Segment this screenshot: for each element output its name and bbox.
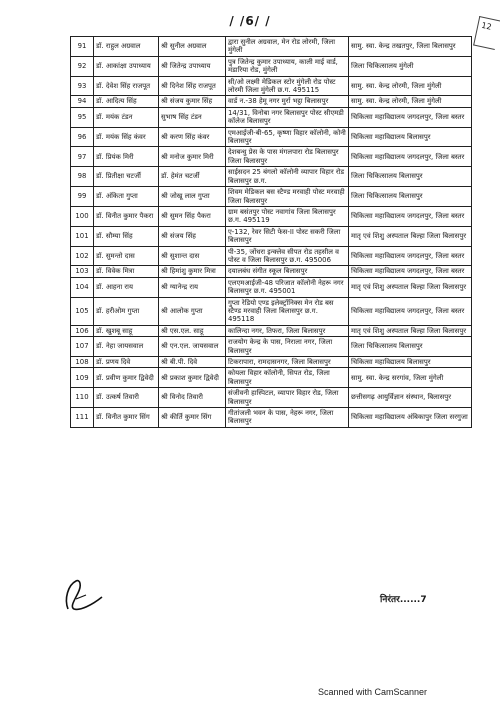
address-cell: वार्ड न.-38 हेमू नगर मुर्रा भट्ठा बिलासपुर: [226, 96, 349, 107]
posting-place-cell: सामु. स्वा. केन्द्र लोरमी, जिला मुंगेली: [349, 96, 472, 107]
table-row: [71, 277, 472, 297]
doctor-posting-table: [70, 36, 472, 428]
posting-place-cell: मातृ एवं शिशु अस्पताल बिल्हा जिला बिलासपुर: [349, 226, 472, 246]
posting-place-cell: चिकित्सा महाविद्यालय जगदलपुर, जिला बस्तर: [349, 266, 472, 277]
row-number-cell: 106: [71, 325, 94, 336]
posting-place-cell: जिला चिकित्सालय मुंगेली: [349, 56, 472, 76]
father-name-cell: श्री संजय कुमार सिंह: [159, 96, 226, 107]
father-name-cell: श्री सुमन सिंह पैकरा: [159, 206, 226, 226]
father-name-cell: श्री बी.पी. दिवे: [159, 357, 226, 368]
table-row: [71, 127, 472, 147]
row-number-cell: 107: [71, 337, 94, 357]
father-name-cell: श्री ग्यानेन्द्र राय: [159, 277, 226, 297]
doctor-name-cell: डॉ. हरीओम गुप्ता: [94, 297, 159, 325]
address-cell: साईसदन 25 बंगलो कॉलोनी व्यापार विहार रोड बिलासपुर छ.ग.: [226, 167, 349, 187]
table-row: [71, 266, 472, 277]
posting-place-cell: मातृ एवं शिशु अस्पताल बिल्हा जिला बिलासपुर: [349, 277, 472, 297]
father-name-cell: श्री कीर्ति कुमार सिंग: [159, 408, 226, 428]
posting-place-cell: जिला चिकित्सालय बिलासपुर: [349, 187, 472, 207]
father-name-cell: श्री जोखू लाल गुप्ता: [159, 187, 226, 207]
doctor-name-cell: डॉ. प्रियंक मिरी: [94, 147, 159, 167]
table-row: [71, 96, 472, 107]
address-cell: पुत्र जितेन्द्र कुमार उपाध्याय, काली माई वार्ड, मंडारिया रोड, मुंगेली: [226, 56, 349, 76]
address-cell: राजयोग केन्द्र के पास, निराला नगर, जिला बिलासपुर: [226, 337, 349, 357]
doctor-name-cell: डॉ. मयंक टंडन: [94, 107, 159, 127]
doctor-name-cell: डॉ. आकांक्षा उपाध्याय: [94, 56, 159, 76]
table-row: [71, 297, 472, 325]
row-number-cell: 110: [71, 388, 94, 408]
doctor-name-cell: डॉ. विनीत कुमार पैकरा: [94, 206, 159, 226]
doctor-name-cell: डॉ. विवेक मित्रा: [94, 266, 159, 277]
father-name-cell: श्री मनोज कुमार मिरी: [159, 147, 226, 167]
doctor-name-cell: डॉ. नेहा जायसवाल: [94, 337, 159, 357]
posting-place-cell: सामु. स्वा. केन्द्र सरगांव, जिला मुंगेली: [349, 368, 472, 388]
posting-place-cell: सामु. स्वा. केन्द्र लोरमी, जिला मुंगेली: [349, 76, 472, 96]
address-cell: द्वारा सुनील अग्रवाल, मेन रोड लोरमी, जिला मुंगेली: [226, 37, 349, 57]
father-name-cell: श्री संजय सिंह: [159, 226, 226, 246]
father-name-cell: श्री करण सिंह कंवर: [159, 127, 226, 147]
father-name-cell: श्री एस.एल. साहू: [159, 325, 226, 336]
father-name-cell: श्री सुनील अग्रवाल: [159, 37, 226, 57]
posting-place-cell: चिकित्सा महाविद्यालय अंबिकापुर जिला सरगुजा: [349, 408, 472, 428]
row-number-cell: 91: [71, 37, 94, 57]
posting-place-cell: चिकित्सा महाविद्यालय जगदलपुर, जिला बस्तर: [349, 246, 472, 266]
father-name-cell: श्री विनोद तिवारी: [159, 388, 226, 408]
row-number-cell: 99: [71, 187, 94, 207]
address-cell: सी/ओ लक्ष्मी मेडिकल स्टोर मुंगेली रोड पोस्ट लोरमी जिला मुंगेली छ.ग. 495115: [226, 76, 349, 96]
posting-place-cell: मातृ एवं शिशु अस्पताल बिल्हा जिला बिलासपुर: [349, 325, 472, 336]
address-cell: संजीवनी हास्पिटल, व्यापार विहार रोड, जिला बिलासपुर: [226, 388, 349, 408]
doctor-name-cell: डॉ. उत्कर्ष तिवारी: [94, 388, 159, 408]
address-cell: ए-132, रेवर सिटी फेस-II पोस्ट सकरी जिला बिलासपुर: [226, 226, 349, 246]
table-row: [71, 246, 472, 266]
table-row: [71, 368, 472, 388]
table-row: [71, 357, 472, 368]
row-number-cell: 100: [71, 206, 94, 226]
table-row: [71, 76, 472, 96]
father-name-cell: श्री सुशान्त दास: [159, 246, 226, 266]
doctor-name-cell: डॉ. मयंक सिंह कंवर: [94, 127, 159, 147]
address-cell: कालिन्दा नगर, तिफरा, जिला बिलासपुर: [226, 325, 349, 336]
address-cell: दयालबंध संगीत स्कूल बिलासपुर: [226, 266, 349, 277]
continued-note: निरंतर......7: [380, 595, 427, 605]
doctor-name-cell: डॉ. खुशबू साहू: [94, 325, 159, 336]
row-number-cell: 102: [71, 246, 94, 266]
table-row: [71, 147, 472, 167]
table-body: [71, 37, 472, 428]
doctor-name-cell: डॉ. प्रितीक्षा चटर्जी: [94, 167, 159, 187]
row-number-cell: 104: [71, 277, 94, 297]
address-cell: देशबन्धु प्रेस के पास मंगलपारा रोड बिलासपुर जिला बिलासपुर: [226, 147, 349, 167]
address-cell: ग्राम बसंतपुर पोस्ट नवागांव जिला बिलासपुर छ.ग. 495119: [226, 206, 349, 226]
corner-page-mark: 12: [473, 16, 500, 50]
row-number-cell: 103: [71, 266, 94, 277]
row-number-cell: 98: [71, 167, 94, 187]
father-name-cell: श्री हिमांशु कुमार मित्रा: [159, 266, 226, 277]
table-row: [71, 226, 472, 246]
row-number-cell: 92: [71, 56, 94, 76]
scanner-watermark: Scanned with CamScanner: [318, 687, 428, 697]
table-row: [71, 107, 472, 127]
posting-place-cell: चिकित्सा महाविद्यालय बिलासपुर: [349, 127, 472, 147]
row-number-cell: 111: [71, 408, 94, 428]
father-name-cell: श्री आलोक गुप्ता: [159, 297, 226, 325]
row-number-cell: 96: [71, 127, 94, 147]
address-cell: शिवम मेडिकल बस स्टैण्ड मरवाही पोस्ट मरवाही जिला बिलासपुर: [226, 187, 349, 207]
doctor-name-cell: डॉ. प्रणय दिवे: [94, 357, 159, 368]
table-row: [71, 187, 472, 207]
father-name-cell: डॉ. हेमंत चटर्जी: [159, 167, 226, 187]
address-cell: कोयला विहार कॉलोनी, सिपत रोड, जिला बिलासपुर: [226, 368, 349, 388]
address-cell: गीतांजली भवन के पास, नेहरू नगर, जिला बिलासपुर: [226, 408, 349, 428]
table-row: [71, 388, 472, 408]
posting-place-cell: चिकित्सा महाविद्यालय जगदलपुर, जिला बस्तर: [349, 206, 472, 226]
row-number-cell: 109: [71, 368, 94, 388]
address-cell: पी-35, जोंधरा इन्क्लेव सीपत रोड तहसील व पोस्ट व जिला बिलासपुर छ.ग. 495006: [226, 246, 349, 266]
table-row: [71, 325, 472, 336]
doctor-name-cell: डॉ. विनीत कुमार सिंग: [94, 408, 159, 428]
doctor-name-cell: डॉ. आदित्य सिंह: [94, 96, 159, 107]
address-cell: 14/31, विनोबा नगर बिलासपुर पोस्ट सीएमडी कॉलेज बिलासपुर: [226, 107, 349, 127]
row-number-cell: 95: [71, 107, 94, 127]
father-name-cell: सुभाष सिंह टंडन: [159, 107, 226, 127]
posting-place-cell: चिकित्सा महाविद्यालय जगदलपुर, जिला बस्तर: [349, 147, 472, 167]
doctor-name-cell: डॉ. सुमन्तो दास: [94, 246, 159, 266]
handwritten-signature: [62, 575, 108, 615]
address-cell: टिकरापारा, रामदासनगर, जिला बिलासपुर: [226, 357, 349, 368]
address-cell: एमआईजी-बी-65, कृष्णा विहार कॉलोनी, कोनी बिलासपुर: [226, 127, 349, 147]
posting-place-cell: सामु. स्वा. केन्द्र तखतपुर, जिला बिलासपुर: [349, 37, 472, 57]
doctor-name-cell: डॉ. सौम्या सिंह: [94, 226, 159, 246]
doctor-name-cell: डॉ. देवेश सिंह राजपूत: [94, 76, 159, 96]
doctor-name-cell: डॉ. राहुल अग्रवाल: [94, 37, 159, 57]
page-number-header: / /6/ /: [229, 14, 271, 28]
posting-place-cell: चिकित्सा महाविद्यालय जगदलपुर, जिला बस्तर: [349, 107, 472, 127]
row-number-cell: 93: [71, 76, 94, 96]
table-row: [71, 206, 472, 226]
row-number-cell: 94: [71, 96, 94, 107]
father-name-cell: श्री एन.एल. जायसवाल: [159, 337, 226, 357]
row-number-cell: 101: [71, 226, 94, 246]
father-name-cell: श्री दिनेश सिंह राजपूत: [159, 76, 226, 96]
posting-place-cell: चिकित्सा महाविद्यालय जगदलपुर, जिला बस्तर: [349, 297, 472, 325]
table-row: [71, 337, 472, 357]
father-name-cell: श्री प्रकाश कुमार द्विवेदी: [159, 368, 226, 388]
row-number-cell: 108: [71, 357, 94, 368]
address-cell: गुप्ता रेडियो एण्ड इलेक्ट्रॉनिक्स मेन रोड बस स्टैण्ड मरवाही जिला बिलासपुर छ.ग. 495118: [226, 297, 349, 325]
table-row: [71, 408, 472, 428]
address-cell: एलएमआईजी-48 परिजात कॉलोनी नेहरू नगर बिलासपुर छ.ग. 495001: [226, 277, 349, 297]
row-number-cell: 97: [71, 147, 94, 167]
posting-place-cell: जिला चिकित्सालय बिलासपुर: [349, 167, 472, 187]
posting-place-cell: छत्तीसगढ़ आयुर्विज्ञान संस्थान, बिलासपुर: [349, 388, 472, 408]
doctor-name-cell: डॉ. प्रवीण कुमार द्विवेदी: [94, 368, 159, 388]
table-row: [71, 56, 472, 76]
table-row: [71, 37, 472, 57]
row-number-cell: 105: [71, 297, 94, 325]
doctor-name-cell: डॉ. आहना राय: [94, 277, 159, 297]
posting-place-cell: चिकित्सा महाविद्यालय बिलासपुर: [349, 357, 472, 368]
doctor-name-cell: डॉ. अंकिता गुप्ता: [94, 187, 159, 207]
posting-place-cell: जिला चिकित्सालय बिलासपुर: [349, 337, 472, 357]
father-name-cell: श्री जितेन्द्र उपाध्याय: [159, 56, 226, 76]
table-row: [71, 167, 472, 187]
